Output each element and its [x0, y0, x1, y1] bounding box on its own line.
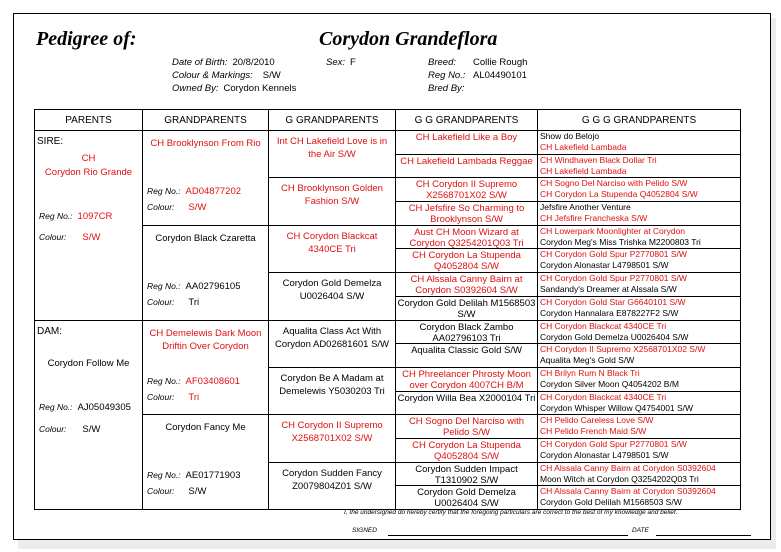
colour-markings	[172, 70, 281, 81]
dog-name: Corydon Grandeflora	[319, 28, 498, 50]
sire-role-label: SIRE:	[37, 136, 64, 147]
g-grandparent-name: CH Corydon Blackcat 4340CE Tri	[286, 230, 378, 255]
owned-by-label: Owned By:	[172, 83, 219, 94]
grandparent-colour	[147, 202, 206, 213]
grandparent-reg-no-value: AD04877202	[185, 186, 242, 197]
ggg-grandparent-name: Corydon Hannalara E878227F2 S/W	[540, 307, 679, 318]
gg-grandparent-cell	[396, 273, 538, 297]
ggg-grandparent-name: CH Corydon Gold Star G6640101 S/W	[540, 296, 686, 307]
dam-name: Corydon Follow Me	[47, 357, 130, 369]
grandparent-name: Corydon Fancy Me	[165, 422, 246, 434]
dam-colour-label: Colour:	[39, 423, 67, 434]
table-header-row	[35, 110, 741, 131]
sire-reg-no	[39, 211, 112, 222]
gg-grandparent-cell	[396, 225, 538, 249]
owned-by-value: Corydon Kennels	[223, 83, 297, 94]
gg-grandparent-cell	[396, 344, 538, 368]
grandparent-cell	[143, 131, 269, 226]
ggg-grandparent-cell	[538, 273, 741, 297]
ggg-grandparent-name: CH Corydon Blackcat 4340CE Tri	[540, 320, 667, 331]
ggg-grandparent-name: CH Corydon Gold Spur P2770801 S/W	[540, 249, 687, 260]
breed-label: Breed:	[428, 57, 456, 68]
ggg-grandparent-cell	[538, 462, 741, 486]
sire-name-line2: Corydon Rio Grande	[44, 167, 133, 178]
ggg-grandparent-name: Aqualita Meg's Gold S/W	[540, 355, 635, 366]
grandparent-reg-no	[147, 376, 240, 387]
gg-grandparent-name: Corydon Gold Demelza U0026404 S/W	[417, 487, 516, 509]
grandparent-content	[143, 415, 268, 506]
ggg-grandparent-name: Corydon Silver Moon Q4054202 B/M	[540, 378, 679, 389]
grandparent-colour-label: Colour:	[147, 391, 175, 402]
dam-content	[35, 321, 142, 503]
ggg-grandparent-name: CH Brilyn Rum N Black Tri	[540, 367, 640, 378]
grandparent-colour-value: Tri	[188, 296, 200, 308]
gg-grandparent-cell	[396, 391, 538, 415]
reg-no-label: Reg No.:	[428, 70, 466, 81]
gg-grandparent-cell	[396, 178, 538, 202]
g-grandparent-name: CH Corydon II Supremo X2568701X02 S/W	[281, 420, 383, 445]
sire-content	[35, 131, 142, 313]
dam-cell	[35, 320, 143, 510]
ggg-grandparent-name: CH Corydon II Supremo X2568701X02 S/W	[540, 344, 706, 355]
gg-grandparent-name: CH Corydon La Stupenda Q4052804 S/W	[412, 250, 521, 273]
col-header-ggg-grandparents: G G G GRANDPARENTS	[538, 110, 741, 131]
dam-reg-no-label: Reg No.:	[39, 401, 73, 412]
g-grandparent-cell	[269, 178, 396, 225]
ggg-grandparent-cell	[538, 438, 741, 462]
ggg-grandparent-name: Corydon Alonastar L4798501 S/W	[540, 260, 669, 271]
ggg-grandparent-cell	[538, 154, 741, 178]
sire-name-line1: CH	[81, 153, 96, 164]
grandparent-reg-no-value: AF03408601	[185, 375, 240, 387]
ggg-grandparent-cell	[538, 131, 741, 155]
g-grandparent-cell	[269, 415, 396, 462]
gg-grandparent-name: Corydon Gold Delilah M1568503 S/W	[397, 297, 536, 320]
ggg-grandparent-cell	[538, 249, 741, 273]
grandparent-name: Corydon Black Czaretta	[155, 232, 256, 244]
gg-grandparent-name: CH Sogno Del Narciso with Pelido S/W	[408, 416, 525, 438]
ggg-grandparent-name: Jefsfire Another Venture	[540, 202, 631, 213]
sire-reg-no-label: Reg No.:	[39, 211, 73, 221]
colour-markings-value: S/W	[262, 70, 281, 81]
sire-colour	[39, 232, 100, 243]
gg-grandparent-name: CH Jefsfire So Charming to Brooklynson S/W	[408, 203, 525, 225]
ggg-grandparent-name: CH Jefsfire Francheska S/W	[540, 213, 648, 224]
ggg-grandparent-name: CH Alssala Canny Bairn at Corydon S0392604	[540, 462, 716, 473]
grandparent-cell	[143, 415, 269, 510]
ggg-grandparent-name: CH Pelido French Maid S/W	[540, 426, 647, 437]
grandparent-reg-no-label: Reg No.:	[147, 186, 181, 196]
gg-grandparent-name: CH Lakefield Lambada Reggae	[400, 155, 533, 167]
date-line[interactable]	[656, 535, 751, 536]
sex	[326, 57, 356, 68]
gg-grandparent-cell	[396, 320, 538, 344]
dam-colour	[39, 424, 100, 435]
certification-text: I, the undersigned do hereby certify that the foregoing particulars are correct to the best of my knowledge and belief.	[344, 509, 678, 516]
sire-cell	[35, 131, 143, 321]
gg-grandparent-name: Aqualita Classic Gold S/W	[411, 345, 522, 357]
g-grandparent-name: Aqualita Class Act With Corydon AD02681601 S/W	[274, 325, 390, 350]
gg-grandparent-cell	[396, 202, 538, 226]
ggg-grandparent-cell	[538, 296, 741, 320]
ggg-grandparent-cell	[538, 391, 741, 415]
grandparent-name: CH Demelewis Dark Moon Driftin Over Corydon	[149, 327, 262, 352]
ggg-grandparent-cell	[538, 178, 741, 202]
grandparent-colour	[147, 486, 206, 497]
g-grandparent-name: Corydon Be A Madam at Demelewis Y5030203 Tri	[279, 372, 385, 397]
ggg-grandparent-name: CH Lowerpark Moonlighter at Corydon	[540, 225, 686, 236]
bred-by	[428, 83, 464, 94]
g-grandparent-name: Corydon Sudden Fancy Z0079804Z01 S/W	[282, 467, 382, 492]
gg-grandparent-cell	[396, 367, 538, 391]
grandparent-reg-no-value: AE01771903	[185, 470, 241, 482]
g-grandparent-cell	[269, 367, 396, 414]
ggg-grandparent-name: Corydon Whisper Willow Q4754001 S/W	[540, 402, 694, 413]
colour-markings-label: Colour & Markings:	[172, 70, 253, 81]
col-header-gg-grandparents: G G GRANDPARENTS	[396, 110, 538, 131]
ggg-grandparent-name: CH Windhaven Black Dollar Tri	[540, 154, 657, 165]
ggg-grandparent-cell	[538, 486, 741, 510]
grandparent-reg-no-value: AA02796105	[185, 280, 241, 292]
date-of-birth	[172, 57, 275, 68]
gg-grandparent-name: Corydon Willa Bea X2000104 Tri	[397, 392, 536, 404]
ggg-grandparent-name: CH Lakefield Lambada	[540, 142, 627, 152]
grandparent-content	[143, 321, 268, 412]
signed-line[interactable]	[388, 535, 628, 536]
col-header-grandparents: GRANDPARENTS	[143, 110, 269, 131]
grandparent-reg-no-label: Reg No.:	[147, 470, 181, 481]
sex-value: F	[350, 57, 356, 68]
ggg-grandparent-name: Corydon Gold Delilah M1568503 S/W	[540, 497, 682, 508]
gg-grandparent-cell	[396, 296, 538, 320]
ggg-grandparent-name: Moon Witch at Corydon Q3254202Q03 Tri	[540, 473, 699, 484]
pedigree-title: Pedigree of:	[36, 28, 137, 50]
gg-grandparent-cell	[396, 415, 538, 439]
gg-grandparent-name: Aust CH Moon Wizard at Corydon Q3254201Q03 Tri	[409, 226, 524, 249]
ggg-grandparent-name: Sandandy's Dreamer at Alssala S/W	[540, 284, 677, 295]
grandparent-reg-no	[147, 470, 241, 481]
sire-colour-value: S/W	[82, 232, 101, 243]
g-grandparent-name: Corydon Gold Demelza U0026404 S/W	[282, 278, 382, 303]
ggg-grandparent-name: CH Corydon Gold Spur P2770801 S/W	[540, 273, 687, 284]
grandparent-reg-no-label: Reg No.:	[147, 375, 181, 386]
ggg-grandparent-cell	[538, 367, 741, 391]
reg-no	[428, 70, 527, 81]
dam-role-label: DAM:	[37, 325, 62, 337]
g-grandparent-name: Int CH Lakefield Love is in the Air S/W	[276, 136, 388, 160]
grandparent-colour-label: Colour:	[147, 296, 175, 307]
grandparent-name: CH Brooklynson From Rio	[150, 138, 261, 149]
ggg-grandparent-cell	[538, 225, 741, 249]
grandparent-colour	[147, 297, 199, 308]
signed-label: SIGNED	[352, 527, 377, 534]
ggg-grandparent-cell	[538, 415, 741, 439]
g-grandparent-cell	[269, 320, 396, 367]
g-grandparent-cell	[269, 462, 396, 509]
ggg-grandparent-name: Corydon Alonastar L4798501 S/W	[540, 449, 669, 460]
ggg-grandparent-name: CH Corydon La Stupenda Q4052804 S/W	[540, 189, 698, 200]
ggg-grandparent-name: CH Corydon Gold Spur P2770801 S/W	[540, 438, 687, 449]
grandparent-cell	[143, 320, 269, 415]
gg-grandparent-name: CH Corydon II Supremo X2568701X02 S/W	[415, 179, 518, 202]
breed	[428, 57, 527, 68]
grandparent-colour-value: Tri	[188, 391, 200, 403]
ggg-grandparent-name: CH Sogno Del Narciso with Pelido S/W	[540, 178, 688, 189]
ggg-grandparent-name: Corydon Gold Demelza U0026404 S/W	[540, 331, 689, 342]
gg-grandparent-name: CH Corydon La Stupenda Q4052804 S/W	[412, 439, 521, 462]
date-of-birth-label: Date of Birth:	[172, 57, 228, 68]
dam-colour-value: S/W	[82, 423, 101, 435]
pedigree-table	[34, 109, 741, 510]
ggg-grandparent-cell	[538, 202, 741, 226]
grandparent-content	[143, 131, 268, 222]
grandparent-cell	[143, 225, 269, 320]
ggg-grandparent-name: CH Pelido Careless Love S/W	[540, 415, 654, 426]
grandparent-colour-value: S/W	[188, 486, 207, 498]
ggg-grandparent-cell	[538, 320, 741, 344]
bred-by-label: Bred By:	[428, 83, 465, 94]
gg-grandparent-cell	[396, 131, 538, 155]
grandparent-reg-no	[147, 186, 241, 197]
gg-grandparent-name: Corydon Black Zambo AA02796103 Tri	[419, 321, 514, 344]
pedigree-row	[35, 131, 741, 155]
gg-grandparent-name: CH Alssala Canny Bairn at Corydon S0392604 S/W	[410, 274, 523, 296]
ggg-grandparent-cell	[538, 344, 741, 368]
grandparent-colour-label: Colour:	[147, 202, 175, 212]
ggg-grandparent-name: CH Alssala Canny Bairn at Corydon S0392604	[540, 486, 716, 497]
breed-value: Collie Rough	[473, 57, 528, 68]
ggg-grandparent-name: CH Corydon Blackcat 4340CE Tri	[540, 391, 667, 402]
gg-grandparent-cell	[396, 486, 538, 510]
ggg-grandparent-name: CH Lakefield Lambada	[540, 165, 627, 176]
gg-grandparent-cell	[396, 249, 538, 273]
owned-by	[172, 83, 296, 94]
gg-grandparent-name: Corydon Sudden Impact T1310902 S/W	[415, 463, 518, 486]
pedigree-page	[13, 13, 771, 540]
ggg-grandparent-name: Show do Belojo	[540, 131, 600, 141]
g-grandparent-name: CH Brooklynson Golden Fashion S/W	[281, 183, 383, 208]
col-header-parents: PARENTS	[35, 110, 143, 131]
grandparent-colour-value: S/W	[188, 202, 207, 213]
sex-label: Sex:	[326, 57, 346, 68]
pedigree-row	[35, 320, 741, 344]
sire-reg-no-value: 1097CR	[77, 211, 113, 222]
grandparent-reg-no-label: Reg No.:	[147, 280, 181, 291]
reg-no-value: AL04490101	[473, 70, 527, 81]
col-header-g-grandparents: G GRANDPARENTS	[269, 110, 396, 131]
g-grandparent-cell	[269, 131, 396, 178]
grandparent-colour-label: Colour:	[147, 486, 175, 497]
g-grandparent-cell	[269, 225, 396, 272]
grandparent-content	[143, 226, 268, 317]
gg-grandparent-cell	[396, 154, 538, 178]
sire-colour-label: Colour:	[39, 232, 67, 242]
gg-grandparent-cell	[396, 438, 538, 462]
grandparent-reg-no	[147, 281, 241, 292]
gg-grandparent-cell	[396, 462, 538, 486]
g-grandparent-cell	[269, 273, 396, 320]
gg-grandparent-name: CH Lakefield Like a Boy	[415, 132, 518, 143]
gg-grandparent-name: CH Phreelancer Phrosty Moon over Corydon 4007CH B/M	[402, 368, 531, 391]
date-of-birth-value: 20/8/2010	[232, 57, 275, 68]
dam-reg-no-value: AJ05049305	[77, 401, 131, 413]
ggg-grandparent-name: Corydon Meg's Miss Trishka M2200803 Tri	[540, 236, 701, 247]
date-label: DATE	[632, 527, 649, 534]
grandparent-colour	[147, 392, 199, 403]
dam-reg-no	[39, 402, 131, 413]
